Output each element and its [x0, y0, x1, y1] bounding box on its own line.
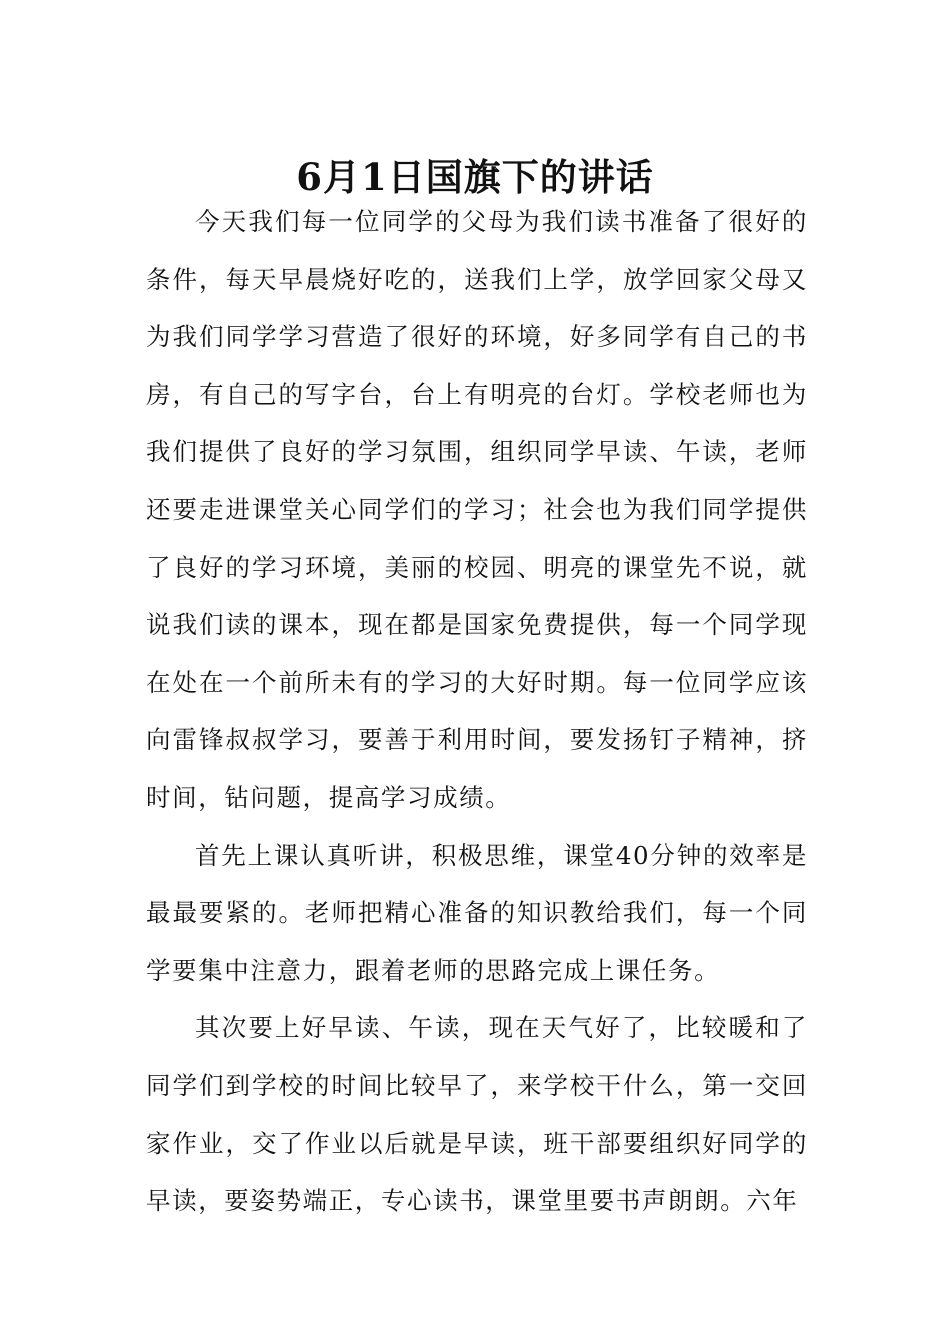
page-title: 6月1日国旗下的讲话 — [296, 154, 654, 199]
document-body — [146, 193, 808, 1230]
paragraph-3: 其次要上好早读、午读，现在天气好了，比较暖和了同学们到学校的时间比较早了，来学校干什么，第一交回家作业，交了作业以后就是早读，班干部要组织好同学的早读，要姿势端正，专心读书，课堂里要书声朗朗。六年 — [146, 1013, 808, 1216]
paragraph-1: 今天我们每一位同学的父母为我们读书准备了很好的条件，每天早晨烧好吃的，送我们上学，放学回家父母又为我们同学学习营造了很好的环境，好多同学有自己的书房，有自己的写字台，台上有明亮的台灯。学校老师也为我们提供了良好的学习氛围，组织同学早读、午读，老师还要走进课堂关心同学们的学习；社会也为我们同学提供了良好的学习环境，美丽的校园、明亮的课堂先不说，就说我们读的课本，现在都是国家免费提供，每一个同学现在处在一个前所未有的学习的大好时期。每一位同学应该向雷锋叔叔学习，要善于利用时间，要发扬钉子精神，挤时间，钻问题，提高学习成绩。 — [146, 207, 808, 812]
paragraph-2: 首先上课认真听讲，积极思维，课堂40分钟的效率是最最要紧的。老师把精心准备的知识教给我们，每一个同学要集中注意力，跟着老师的思路完成上课任务。 — [146, 840, 808, 985]
